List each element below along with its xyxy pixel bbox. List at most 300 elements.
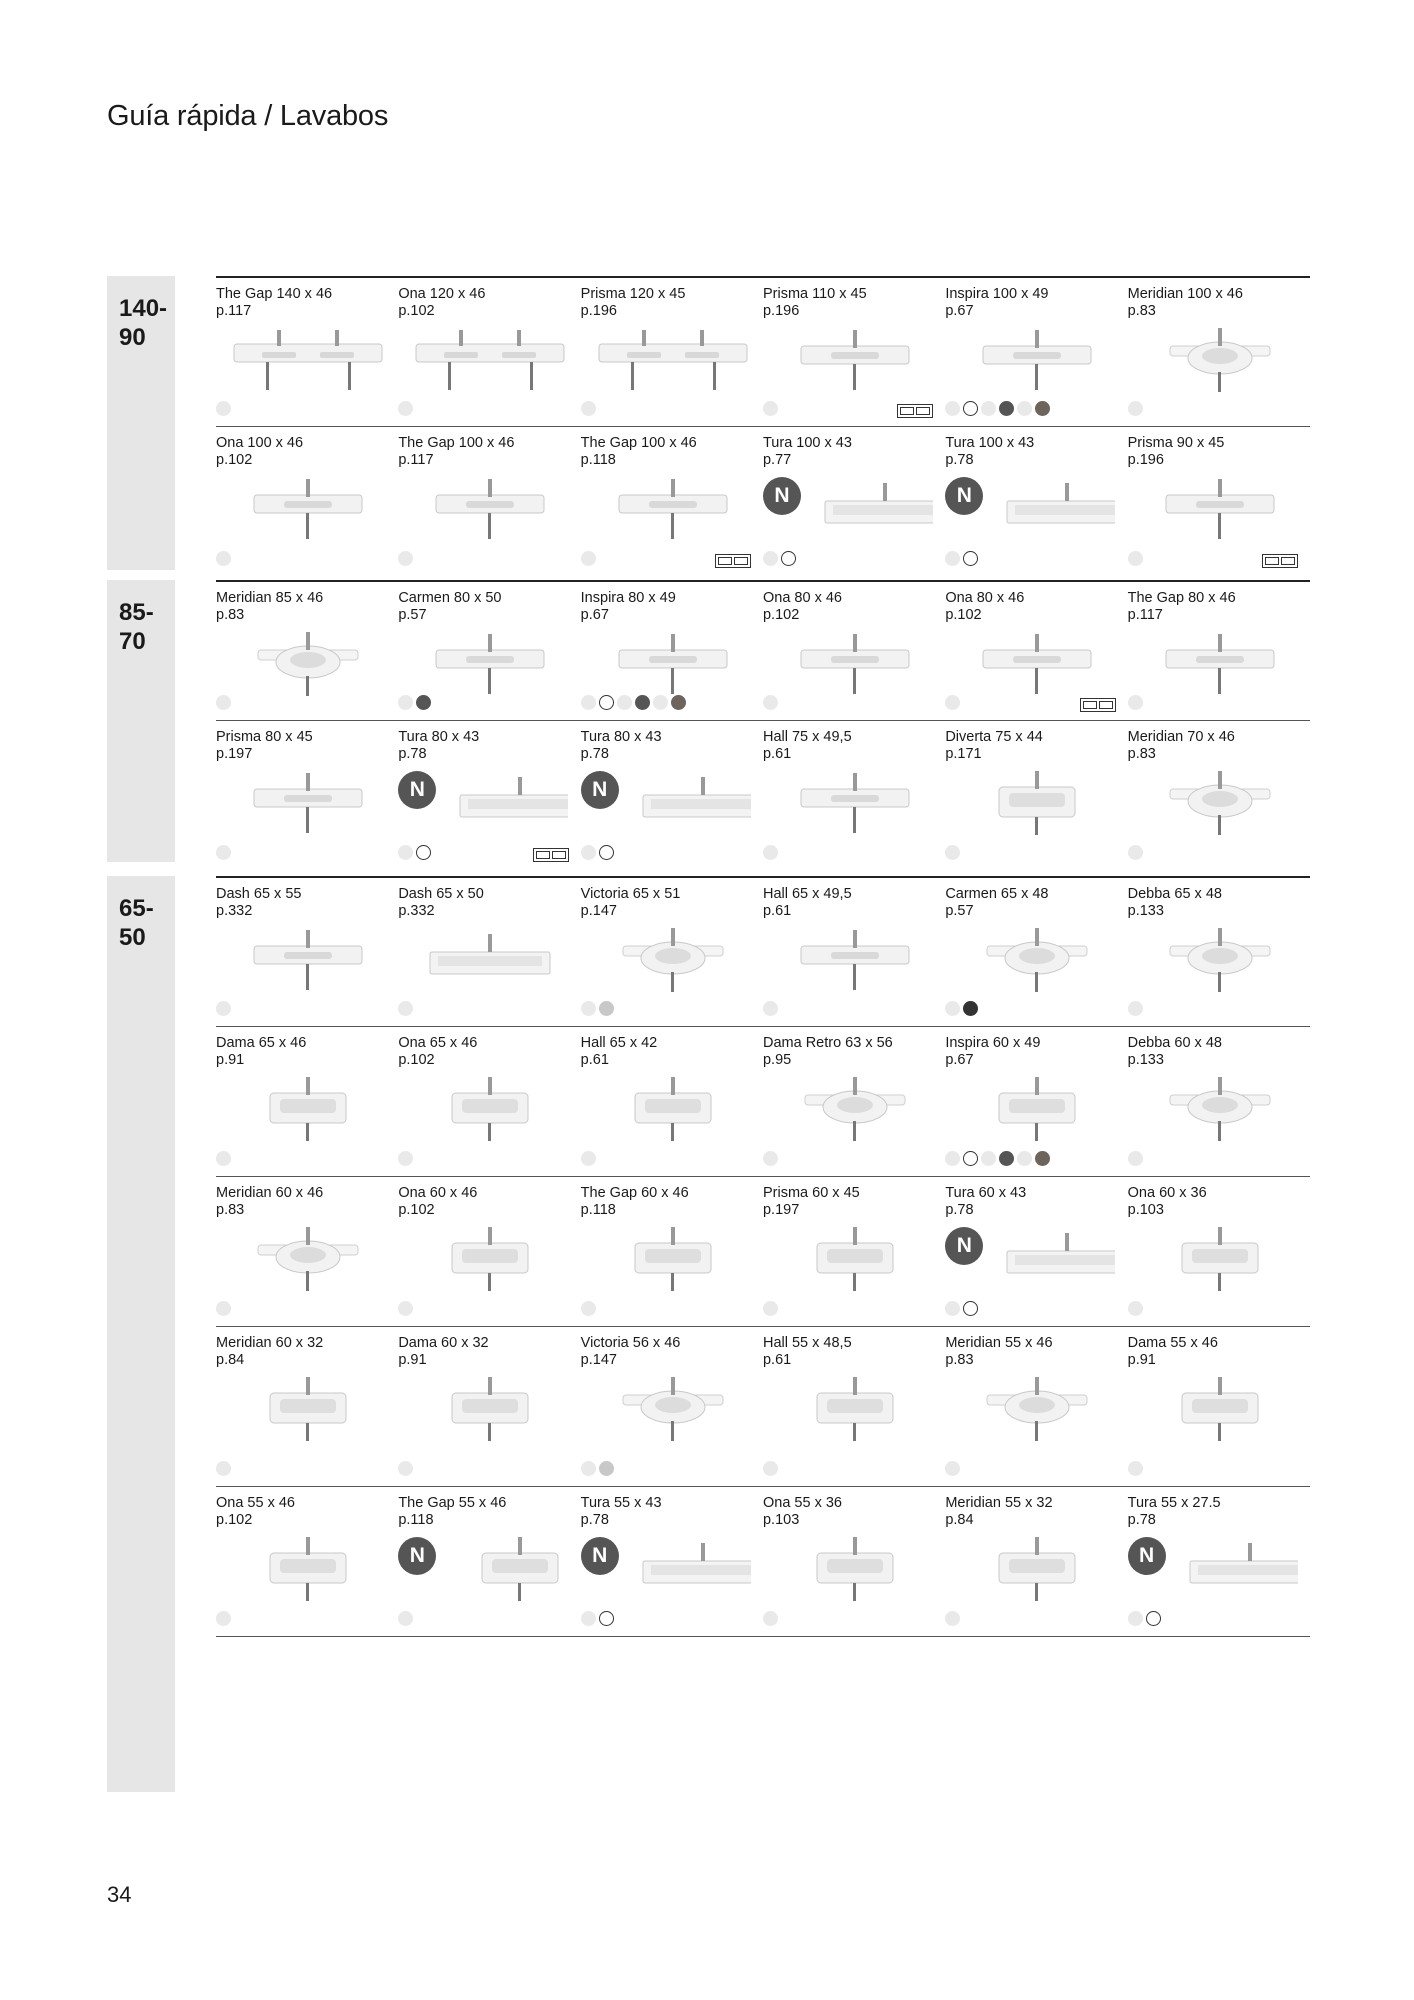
finish-swatches [216, 1301, 231, 1316]
finish-swatch-icon [617, 695, 632, 710]
finish-swatches [763, 845, 778, 860]
product-page-ref: p.147 [580, 1352, 617, 1368]
product-card[interactable] [216, 582, 398, 720]
basin-image [597, 471, 749, 543]
product-page-ref: p.84 [945, 1512, 974, 1528]
product-page-ref: p.83 [945, 1352, 974, 1368]
basin-image [232, 922, 384, 994]
product-name: Hall 55 x 48,5 [762, 1335, 852, 1351]
product-page-ref: p.91 [398, 1352, 427, 1368]
product-page-ref: p.102 [216, 452, 253, 468]
product-name: Ona 80 x 46 [945, 590, 1025, 606]
product-card[interactable] [1128, 427, 1310, 576]
finish-swatch-icon [398, 401, 413, 416]
product-page-ref: p.118 [398, 1512, 434, 1528]
finish-swatch-icon [581, 1151, 596, 1166]
basin-image [961, 1531, 1113, 1603]
product-page-ref: p.133 [1127, 903, 1164, 919]
product-page-ref: p.103 [1127, 1202, 1164, 1218]
finish-swatch-icon [1035, 401, 1050, 416]
finish-swatch-icon [763, 1001, 778, 1016]
finish-swatches [945, 845, 960, 860]
finish-swatch-icon [216, 1001, 231, 1016]
basin-image [991, 471, 1115, 543]
product-card[interactable] [945, 427, 1127, 576]
new-badge-icon: N [581, 1537, 619, 1575]
finish-swatches [1128, 1301, 1143, 1316]
product-page-ref: p.102 [216, 1512, 253, 1528]
size-range-label: 65- 50 [119, 895, 154, 951]
finish-swatch-icon [945, 1611, 960, 1626]
product-page-ref: p.78 [580, 746, 609, 762]
finish-swatch-icon [945, 845, 960, 860]
product-page-ref: p.57 [398, 607, 427, 623]
finish-swatches [581, 845, 614, 860]
finish-swatches [581, 1611, 614, 1626]
finish-swatch-icon [1128, 1301, 1143, 1316]
finish-swatch-icon [216, 1461, 231, 1476]
product-name: Meridian 60 x 32 [216, 1335, 324, 1351]
basin-image [414, 626, 566, 698]
product-page-ref: p.78 [945, 452, 974, 468]
basin-image [779, 322, 931, 394]
finish-swatches [581, 551, 596, 566]
finish-swatch-icon [599, 1001, 614, 1016]
product-card[interactable] [945, 278, 1127, 426]
finish-swatches [945, 401, 1050, 416]
product-name: Prisma 80 x 45 [216, 729, 313, 745]
finish-swatches [398, 551, 413, 566]
finish-swatches [945, 1461, 960, 1476]
basin-image [1144, 1221, 1296, 1293]
product-page-ref: p.83 [216, 1202, 245, 1218]
basin-image [414, 1371, 566, 1443]
product-card[interactable] [216, 721, 398, 870]
basin-image [779, 626, 931, 698]
product-name: Diverta 75 x 44 [945, 729, 1043, 745]
product-card[interactable] [581, 721, 763, 870]
product-name: The Gap 100 x 46 [580, 435, 697, 451]
finish-swatch-icon [999, 401, 1014, 416]
product-page-ref: p.197 [216, 746, 253, 762]
product-page-ref: p.197 [762, 1202, 800, 1218]
finish-swatch-icon [763, 1611, 778, 1626]
cabinet-icon [533, 848, 569, 862]
product-card[interactable] [1128, 1327, 1310, 1486]
product-card[interactable] [398, 427, 580, 576]
product-name: Dama Retro 63 x 56 [762, 1035, 893, 1051]
product-name: Tura 60 x 43 [945, 1185, 1027, 1201]
finish-swatch-icon [945, 1151, 960, 1166]
finish-swatch-icon [999, 1151, 1014, 1166]
product-name: Debba 60 x 48 [1127, 1035, 1222, 1051]
finish-swatch-icon [981, 1151, 996, 1166]
product-page-ref: p.77 [762, 452, 792, 468]
finish-swatch-icon [763, 695, 778, 710]
product-row [216, 580, 1310, 720]
product-section [216, 580, 1310, 870]
product-card[interactable] [945, 721, 1127, 870]
finish-swatch-icon [581, 695, 596, 710]
product-name: Tura 55 x 43 [580, 1495, 662, 1511]
finish-swatches [581, 1151, 596, 1166]
product-name: Dama 65 x 46 [216, 1035, 307, 1051]
finish-swatches [216, 1461, 231, 1476]
finish-swatch-icon [945, 401, 960, 416]
product-page-ref: p.83 [1127, 746, 1156, 762]
product-card[interactable] [581, 1327, 763, 1486]
product-name: Meridian 55 x 46 [945, 1335, 1053, 1351]
finish-swatches [581, 1301, 596, 1316]
basin-image [414, 322, 566, 394]
product-card[interactable] [763, 1327, 945, 1486]
product-name: Tura 80 x 43 [398, 729, 480, 745]
finish-swatch-icon [963, 1151, 978, 1166]
product-card[interactable] [763, 878, 945, 1026]
basin-image [597, 1371, 749, 1443]
basin-image [627, 1531, 751, 1603]
finish-swatch-icon [1128, 1151, 1143, 1166]
finish-swatch-icon [1035, 1151, 1050, 1166]
finish-swatch-icon [1128, 695, 1143, 710]
size-range-label: 85- 70 [119, 599, 154, 655]
product-card[interactable] [763, 1487, 945, 1636]
product-page-ref: p.196 [1127, 452, 1164, 468]
basin-image [414, 1221, 566, 1293]
product-card[interactable] [216, 1177, 398, 1326]
finish-swatches [1128, 1461, 1143, 1476]
product-card[interactable] [398, 1327, 580, 1486]
product-card[interactable] [398, 1177, 580, 1326]
bottom-rule [216, 1636, 1310, 1637]
finish-swatch-icon [216, 551, 231, 566]
basin-image [232, 765, 384, 837]
finish-swatch-icon [416, 695, 431, 710]
product-name: The Gap 60 x 46 [580, 1185, 689, 1201]
product-row [216, 1326, 1310, 1486]
finish-swatch-icon [599, 695, 614, 710]
finish-swatch-icon [635, 695, 650, 710]
finish-swatch-icon [1146, 1611, 1161, 1626]
product-page-ref: p.67 [945, 303, 974, 319]
finish-swatch-icon [763, 401, 778, 416]
product-card[interactable] [398, 278, 580, 426]
basin-image [1144, 1071, 1296, 1143]
finish-swatches [1128, 1151, 1143, 1166]
product-card[interactable] [1128, 582, 1310, 720]
new-badge-icon: N [398, 1537, 436, 1575]
finish-swatch-icon [398, 1151, 413, 1166]
finish-swatch-icon [1017, 401, 1032, 416]
product-page-ref: p.78 [580, 1512, 609, 1528]
finish-swatches [945, 551, 978, 566]
basin-image [232, 1371, 384, 1443]
cabinet-icon [897, 404, 933, 418]
product-name: Ona 60 x 46 [398, 1185, 478, 1201]
product-page-ref: p.95 [762, 1052, 792, 1068]
finish-swatches [1128, 845, 1143, 860]
product-name: The Gap 55 x 46 [398, 1495, 507, 1511]
basin-image [232, 471, 384, 543]
finish-swatch-icon [1128, 401, 1143, 416]
product-card[interactable] [763, 1027, 945, 1176]
finish-swatches [216, 401, 231, 416]
finish-swatches [216, 695, 231, 710]
product-page-ref: p.83 [1127, 303, 1156, 319]
product-page-ref: p.67 [580, 607, 609, 623]
product-section [216, 876, 1310, 1636]
product-card[interactable] [1128, 721, 1310, 870]
product-card[interactable] [1128, 1487, 1310, 1636]
product-name: The Gap 80 x 46 [1127, 590, 1236, 606]
basin-image [779, 922, 931, 994]
size-range-sidebar [107, 580, 175, 862]
finish-swatch-icon [398, 1461, 413, 1476]
finish-swatches [216, 1611, 231, 1626]
basin-image [1144, 626, 1296, 698]
product-page-ref: p.102 [945, 607, 982, 623]
product-card[interactable] [398, 878, 580, 1026]
product-name: Meridian 55 x 32 [945, 1495, 1053, 1511]
product-page-ref: p.61 [762, 746, 792, 762]
product-name: Dash 65 x 50 [398, 886, 484, 902]
finish-swatch-icon [963, 551, 978, 566]
product-page-ref: p.117 [216, 303, 252, 319]
product-page-ref: p.84 [216, 1352, 245, 1368]
basin-image [961, 1071, 1113, 1143]
basin-image [779, 1071, 931, 1143]
product-card[interactable] [581, 1027, 763, 1176]
product-page-ref: p.171 [945, 746, 982, 762]
product-row [216, 426, 1310, 576]
product-name: Hall 65 x 49,5 [762, 886, 852, 902]
basin-image [961, 322, 1113, 394]
finish-swatches [581, 401, 596, 416]
finish-swatch-icon [581, 1301, 596, 1316]
page-title: Guía rápida / Lavabos [107, 100, 389, 132]
finish-swatches [945, 1001, 978, 1016]
product-name: Meridian 70 x 46 [1127, 729, 1235, 745]
product-page-ref: p.117 [398, 452, 434, 468]
product-name: Prisma 90 x 45 [1127, 435, 1225, 451]
size-range-sidebar [107, 276, 175, 570]
product-card[interactable] [398, 1027, 580, 1176]
product-card[interactable] [763, 721, 945, 870]
product-card[interactable] [763, 278, 945, 426]
finish-swatches [398, 401, 413, 416]
cabinet-icon [1262, 554, 1298, 568]
product-card[interactable] [581, 878, 763, 1026]
product-card[interactable] [216, 427, 398, 576]
basin-image [991, 1221, 1115, 1293]
product-card[interactable] [216, 278, 398, 426]
product-page-ref: p.332 [398, 903, 435, 919]
finish-swatch-icon [945, 695, 960, 710]
basin-image [627, 765, 751, 837]
product-page-ref: p.102 [398, 303, 435, 319]
finish-swatches [216, 1151, 231, 1166]
size-range-label: 140- 90 [119, 295, 168, 351]
basin-image [444, 1531, 568, 1603]
product-name: Ona 120 x 46 [398, 286, 486, 302]
product-card[interactable] [216, 1487, 398, 1636]
basin-image [1174, 1531, 1298, 1603]
basin-image [779, 1221, 931, 1293]
product-page-ref: p.133 [1127, 1052, 1164, 1068]
product-name: Ona 55 x 36 [762, 1495, 842, 1511]
finish-swatches [216, 1001, 231, 1016]
finish-swatch-icon [398, 695, 413, 710]
product-card[interactable] [945, 878, 1127, 1026]
finish-swatches [763, 1151, 778, 1166]
product-row [216, 1026, 1310, 1176]
finish-swatch-icon [763, 1301, 778, 1316]
finish-swatches [1128, 551, 1143, 566]
finish-swatches [581, 1461, 614, 1476]
finish-swatch-icon [763, 1151, 778, 1166]
finish-swatch-icon [1128, 1611, 1143, 1626]
finish-swatches [398, 1001, 413, 1016]
product-page-ref: p.61 [762, 903, 792, 919]
product-name: Meridian 85 x 46 [216, 590, 324, 606]
product-name: Victoria 65 x 51 [580, 886, 681, 902]
finish-swatch-icon [763, 1461, 778, 1476]
basin-image [961, 626, 1113, 698]
product-page-ref: p.91 [1127, 1352, 1156, 1368]
product-page-ref: p.118 [580, 452, 616, 468]
product-card[interactable] [398, 582, 580, 720]
product-name: Tura 100 x 43 [762, 435, 852, 451]
product-card[interactable] [763, 1177, 945, 1326]
finish-swatches [398, 695, 431, 710]
product-card[interactable] [945, 582, 1127, 720]
product-name: Hall 75 x 49,5 [762, 729, 852, 745]
product-card[interactable] [398, 1487, 580, 1636]
finish-swatches [763, 1461, 778, 1476]
product-page-ref: p.57 [945, 903, 974, 919]
product-section [216, 276, 1310, 576]
product-card[interactable] [1128, 1177, 1310, 1326]
finish-swatches [216, 551, 231, 566]
finish-swatch-icon [581, 1461, 596, 1476]
product-card[interactable] [398, 721, 580, 870]
basin-image [1144, 765, 1296, 837]
finish-swatch-icon [781, 551, 796, 566]
product-name: Inspira 80 x 49 [580, 590, 676, 606]
product-name: Carmen 80 x 50 [398, 590, 502, 606]
product-page-ref: p.78 [398, 746, 427, 762]
finish-swatch-icon [763, 551, 778, 566]
product-card[interactable] [216, 878, 398, 1026]
finish-swatch-icon [416, 845, 431, 860]
product-page-ref: p.332 [216, 903, 253, 919]
product-name: Inspira 60 x 49 [945, 1035, 1041, 1051]
product-card[interactable] [1128, 1027, 1310, 1176]
product-card[interactable] [1128, 278, 1310, 426]
finish-swatches [763, 1001, 778, 1016]
basin-image [1144, 922, 1296, 994]
finish-swatch-icon [763, 845, 778, 860]
product-card[interactable] [581, 582, 763, 720]
product-name: Ona 80 x 46 [762, 590, 842, 606]
finish-swatches [1128, 695, 1143, 710]
basin-image [232, 1221, 384, 1293]
product-name: Meridian 60 x 46 [216, 1185, 324, 1201]
product-card[interactable] [216, 1327, 398, 1486]
product-card[interactable] [581, 1487, 763, 1636]
finish-swatches [945, 1611, 960, 1626]
finish-swatch-icon [581, 845, 596, 860]
product-card[interactable] [945, 1487, 1127, 1636]
basin-image [809, 471, 933, 543]
basin-image [961, 765, 1113, 837]
finish-swatches [581, 1001, 614, 1016]
basin-image [1144, 1371, 1296, 1443]
product-name: Tura 55 x 27.5 [1127, 1495, 1221, 1511]
product-name: Prisma 60 x 45 [762, 1185, 860, 1201]
product-page-ref: p.78 [1127, 1512, 1156, 1528]
product-card[interactable] [945, 1327, 1127, 1486]
basin-image [597, 1221, 749, 1293]
product-card[interactable] [945, 1027, 1127, 1176]
product-card[interactable] [763, 427, 945, 576]
product-name: Prisma 110 x 45 [762, 286, 867, 302]
finish-swatches [945, 1151, 1050, 1166]
product-row [216, 876, 1310, 1026]
finish-swatch-icon [216, 845, 231, 860]
product-card[interactable] [581, 278, 763, 426]
finish-swatch-icon [581, 1611, 596, 1626]
product-page-ref: p.118 [580, 1202, 616, 1218]
product-name: Hall 65 x 42 [580, 1035, 658, 1051]
product-row [216, 720, 1310, 870]
finish-swatch-icon [398, 1001, 413, 1016]
product-card[interactable] [216, 1027, 398, 1176]
finish-swatch-icon [216, 1151, 231, 1166]
basin-image [779, 765, 931, 837]
product-card[interactable] [945, 1177, 1127, 1326]
basin-image [779, 1531, 931, 1603]
finish-swatches [945, 695, 960, 710]
finish-swatch-icon [1128, 551, 1143, 566]
product-name: Victoria 56 x 46 [580, 1335, 681, 1351]
finish-swatch-icon [945, 551, 960, 566]
product-page-ref: p.102 [398, 1202, 435, 1218]
product-row [216, 1176, 1310, 1326]
size-range-sidebar [107, 876, 175, 1792]
basin-image [232, 322, 384, 394]
product-name: Ona 55 x 46 [216, 1495, 295, 1511]
product-name: Ona 65 x 46 [398, 1035, 478, 1051]
finish-swatch-icon [216, 695, 231, 710]
product-page-ref: p.91 [216, 1052, 245, 1068]
finish-swatch-icon [945, 1301, 960, 1316]
product-page-ref: p.61 [580, 1052, 609, 1068]
finish-swatches [763, 401, 778, 416]
product-card[interactable] [763, 582, 945, 720]
product-name: Ona 100 x 46 [216, 435, 304, 451]
product-page-ref: p.117 [1127, 607, 1163, 623]
product-card[interactable] [581, 427, 763, 576]
product-card[interactable] [581, 1177, 763, 1326]
product-name: Meridian 100 x 46 [1127, 286, 1243, 302]
finish-swatches [763, 695, 778, 710]
product-card[interactable] [1128, 878, 1310, 1026]
product-page-ref: p.61 [762, 1352, 792, 1368]
finish-swatch-icon [1128, 1001, 1143, 1016]
finish-swatch-icon [945, 1461, 960, 1476]
product-page-ref: p.78 [945, 1202, 974, 1218]
